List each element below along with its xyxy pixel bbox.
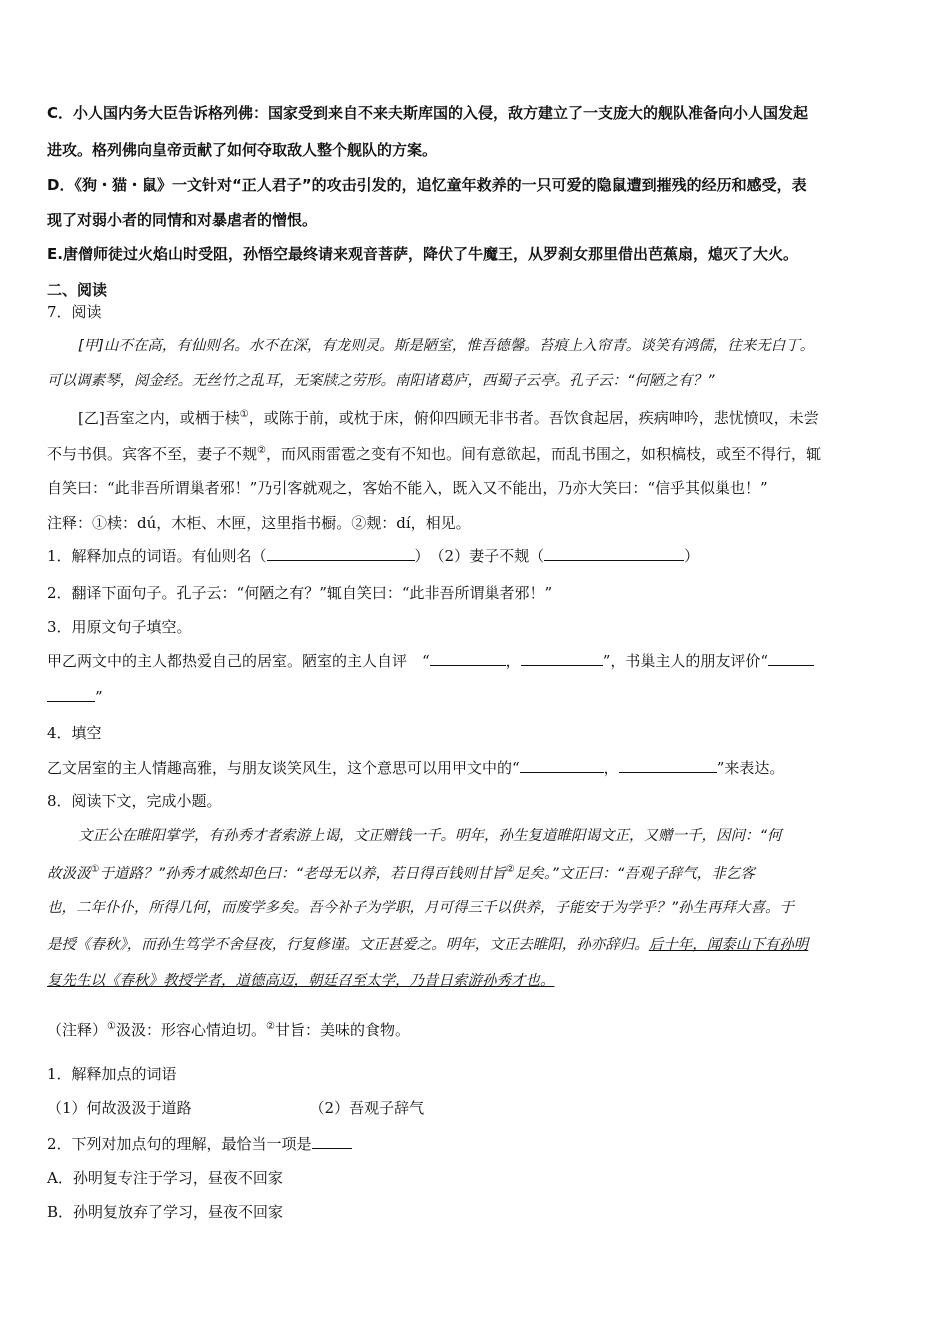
option-a[interactable]: A．孙明复专注于学习，昼夜不回家: [47, 1169, 283, 1187]
question-text: ，: [505, 652, 521, 670]
question-item: （2）吾观子辞气: [309, 1099, 425, 1117]
passage-text: 故汲汲: [47, 865, 91, 882]
question-text: 1．解释加点的词语。有仙则名（: [47, 547, 267, 565]
answer-blank[interactable]: [267, 546, 415, 561]
question-7-1: [47, 546, 699, 566]
option-d-line2: 现了对弱小者的同情和对暴虐者的憎恨。: [47, 211, 318, 229]
passage-yi-text: ，或陈于前，或枕于床，俯仰四顾无非书者。吾饮食起居，疾病呻吟，悲忧愤叹，未尝: [248, 409, 819, 427]
passage-8-line3: 也，二年仆仆，所得几何，而废学多矣。吾今补子为学职，月可得三千以供养，子能安于为学乎？”孙生再拜大喜。于: [47, 900, 795, 916]
footnote-marker: ②: [506, 864, 515, 875]
answer-blank[interactable]: [768, 651, 814, 666]
passage-text: 是授《春秋》，而孙生笃学不舍昼夜，行复修谨。文正甚爱之。明年，文正去睢阳，孙亦辞归。: [47, 937, 649, 953]
option-c-line1: C．小人国内务大臣告诉格列佛：国家受到来自不来夫斯库国的入侵，敌方建立了一支庞大的舰队准备向小人国发起: [47, 104, 809, 122]
answer-blank[interactable]: [520, 758, 604, 773]
question-text: ”，书巢主人的朋友评价“: [602, 652, 769, 670]
answer-blank[interactable]: [544, 546, 684, 561]
passage-yi-text: 不与书俱。宾客不至，妻子不觌: [47, 445, 258, 463]
passage-yi-line3: 自笑曰：“此非吾所谓巢者邪！”乃引客就观之，客始不能入，既入又不能出，乃亦大笑曰：“信乎其似巢也！”: [47, 479, 768, 497]
passage-text: 足矣。”文正曰：“吾观子辞气，非乞客: [514, 865, 755, 882]
question-7-2: 2．翻译下面句子。孔子云：“何陋之有？”辄自笑曰：“此非吾所谓巢者邪！”: [47, 584, 553, 602]
question-7-4-fill: [47, 758, 784, 778]
question-7-3-fill: [47, 651, 814, 671]
passage-text: 于道路？”孙秀才戚然却色曰：“老母无以养，若日得百钱则甘旨: [99, 865, 506, 882]
note-label: （注释）: [47, 1021, 108, 1039]
question-item: （1）何故汲汲于道路: [47, 1099, 192, 1117]
answer-blank[interactable]: [47, 687, 95, 702]
answer-blank[interactable]: [312, 1134, 352, 1149]
question-8-title: 8．阅读下文，完成小题。: [47, 792, 222, 810]
question-8-1-items: [47, 1098, 424, 1118]
passage-yi-text: ，而风雨雷雹之变有不知也。间有意欲起，而乱书围之，如积槁枝，或至不得行，辄: [265, 445, 821, 463]
question-7-3: 3．用原文句子填空。: [47, 618, 192, 636]
passage-8-line1: 文正公在睢阳掌学，有孙秀才者索游上谒，文正赠钱一千。明年，孙生复道睢阳谒文正，又赠一千，因问：“何: [78, 828, 782, 844]
passage-8-line4: [47, 935, 808, 955]
question-text: ，: [603, 759, 619, 777]
question-8-2: [47, 1134, 352, 1154]
option-e-line: E.唐僧师徒过火焰山时受阻，孙悟空最终请来观音菩萨，降伏了牛魔王，从罗刹女那里借出芭蕉扇，熄灭了大火。: [47, 245, 798, 263]
passage-yi-line1: [78, 405, 819, 428]
passage-8-notes: [47, 1017, 410, 1040]
question-8-1: 1．解释加点的词语: [47, 1065, 177, 1083]
passage-jia-line1: [甲]山不在高，有仙则名。水不在深，有龙则灵。斯是陋室，惟吾德馨。苔痕上入帘青。谈笑有鸿儒，往来无白丁。: [78, 338, 815, 354]
passage-8-line2: [47, 860, 755, 884]
footnote-marker: ②: [257, 445, 266, 456]
footnote-marker: ①: [239, 409, 249, 420]
question-text: ”来表达。: [716, 759, 785, 777]
footnote-marker: ②: [266, 1021, 275, 1032]
answer-blank[interactable]: [430, 651, 506, 666]
passage-yi-text: [乙]吾室之内，或栖于椟: [78, 409, 240, 427]
note-text: 甘旨：美味的食物。: [274, 1021, 410, 1039]
underlined-sentence: 后十年，闻泰山下有孙明: [648, 937, 809, 953]
passage-jia-line2: 可以调素琴，阅金经。无丝竹之乱耳，无案牍之劳形。南阳诸葛庐，西蜀子云亭。孔子云：“何陋之有？”: [47, 373, 715, 389]
section-heading: 二、阅读: [47, 281, 108, 299]
question-7-3-fill-cont: [47, 687, 103, 707]
answer-blank[interactable]: [619, 758, 717, 773]
question-text: 2．下列对加点句的理解，最恰当一项是: [47, 1135, 312, 1153]
answer-blank[interactable]: [521, 651, 603, 666]
annotation-note: 注释：①椟：dú，木柜、木匣，这里指书橱。②觌：dí，相见。: [47, 514, 471, 532]
footnote-marker: ①: [107, 1021, 116, 1032]
passage-yi-line2: [47, 441, 821, 464]
question-7-4: 4．填空: [47, 724, 102, 742]
passage-8-line5: 复先生以《春秋》教授学者，道德高迈，朝廷召至太学，乃昔日索游孙秀才也。: [47, 973, 555, 989]
option-d-line1: D．《狗・猫・鼠》一文针对“正人君子”的攻击引发的，追忆童年救养的一只可爱的隐鼠遭到摧残的经历和感受，表: [47, 176, 807, 194]
question-text: 乙文居室的主人情趣高雅，与朋友谈笑风生，这个意思可以用甲文中的“: [47, 759, 520, 777]
option-c-line2: 进攻。格列佛向皇帝贡献了如何夺取敌人整个舰队的方案。: [47, 141, 438, 159]
question-text: ）: [684, 547, 700, 565]
option-b[interactable]: B．孙明复放弃了学习，昼夜不回家: [47, 1203, 284, 1221]
question-7-title: 7．阅读: [47, 303, 102, 321]
question-text: ”: [95, 688, 103, 706]
question-text: ） （2）妻子不觌（: [414, 547, 545, 565]
note-text: 汲汲：形容心情迫切。: [115, 1021, 266, 1039]
question-text: 甲乙两文中的主人都热爱自己的居室。陋室的主人自评 “: [47, 652, 430, 670]
footnote-marker: ①: [90, 864, 100, 875]
